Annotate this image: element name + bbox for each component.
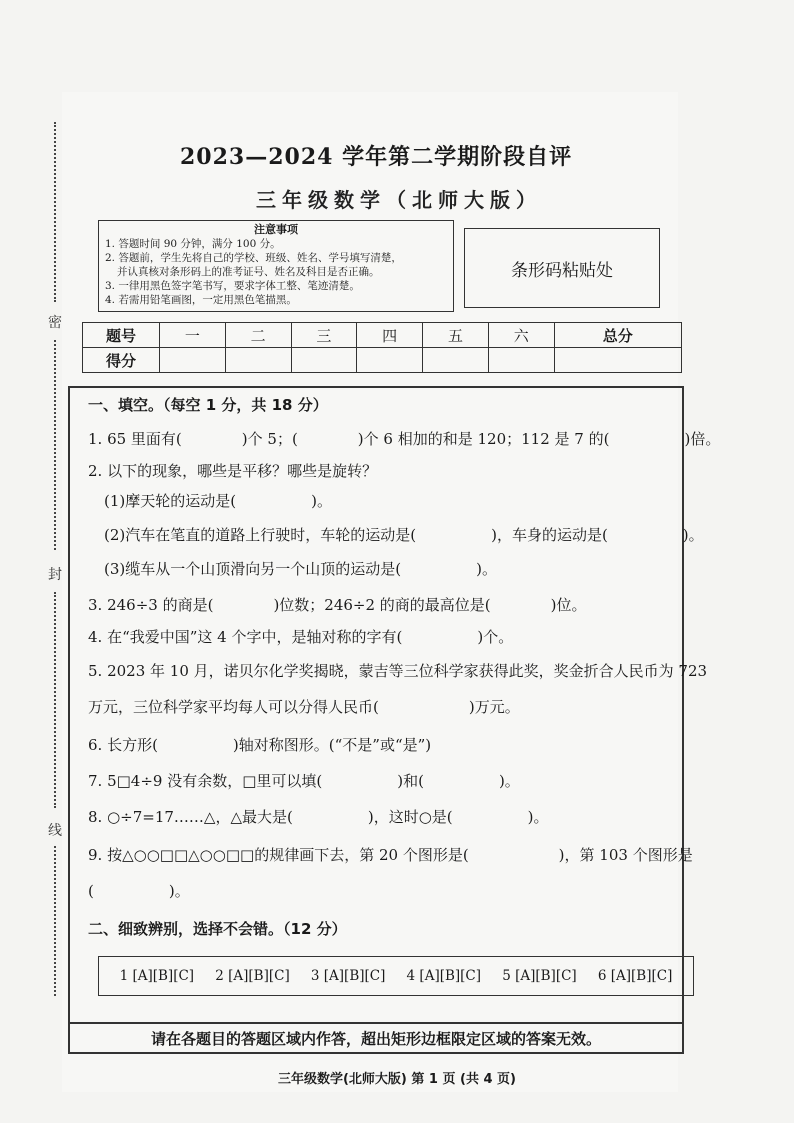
notice-item: 2. 答题前，学生先将自己的学校、班级、姓名、学号填写清楚，	[105, 252, 402, 264]
choice-answer-sheet	[98, 956, 694, 996]
question-6[interactable]: 6. 长方形( )轴对称图形。(“不是”或“是”)	[88, 736, 432, 754]
score-cell: 五	[423, 323, 489, 348]
score-table	[82, 322, 682, 373]
score-input-cell[interactable]	[554, 348, 681, 373]
question-5-line-1: 5. 2023 年 10 月，诺贝尔化学奖揭晓，蒙吉等三位科学家获得此奖，奖金折合人民币为 723	[88, 662, 708, 680]
notice-item: 并认真核对条形码上的准考证号、姓名及科目是否正确。	[117, 266, 380, 278]
score-cell: 三	[291, 323, 357, 348]
score-input-cell[interactable]	[423, 348, 489, 373]
side-mark-seal: 密	[48, 315, 62, 331]
score-cell: 二	[225, 323, 291, 348]
question-1[interactable]: 1. 65 里面有( )个 5；( )个 6 相加的和是 120；112 是 7 的( )倍。	[88, 430, 721, 448]
notice-item: 3. 一律用黑色签字笔书写，要求字体工整、笔迹清楚。	[105, 280, 360, 292]
answer-area-warning: 请在各题目的答题区域内作答，超出矩形边框限定区域的答案无效。	[68, 1024, 684, 1054]
choice-answer-2[interactable]: 2 [A][B][C]	[215, 968, 290, 984]
score-cell: 六	[488, 323, 554, 348]
score-table-header-row	[83, 323, 682, 348]
page-footer: 三年级数学(北师大版) 第 1 页 (共 4 页)	[277, 1072, 516, 1087]
notice-item: 1. 答题时间 90 分钟，满分 100 分。	[105, 238, 281, 250]
score-input-cell[interactable]	[488, 348, 554, 373]
score-cell: 总分	[554, 323, 681, 348]
score-cell: 一	[160, 323, 226, 348]
score-cell: 题号	[83, 323, 160, 348]
question-5-line-2[interactable]: 万元，三位科学家平均每人可以分得人民币( )万元。	[88, 698, 520, 716]
notice-title: 注意事项	[254, 223, 298, 236]
binding-dotted-line	[54, 122, 56, 302]
exam-subtitle: 三年级数学（北师大版）	[256, 188, 542, 212]
score-input-cell[interactable]	[357, 348, 423, 373]
score-input-cell[interactable]	[160, 348, 226, 373]
exam-title: 2023—2024 学年第二学期阶段自评	[180, 144, 573, 170]
section-2-heading: 二、细致辨别，选择不会错。（12 分）	[88, 920, 347, 938]
question-7[interactable]: 7. 5□4÷9 没有余数，□里可以填( )和( )。	[88, 772, 520, 790]
section-1-heading: 一、填空。（每空 1 分，共 18 分）	[88, 396, 328, 414]
choice-answer-3[interactable]: 3 [A][B][C]	[310, 968, 386, 984]
notice-item: 4. 若需用铅笔画图，一定用黑色笔描黑。	[105, 294, 297, 306]
question-8[interactable]: 8. ○÷7=17……△，△最大是( )，这时○是( )。	[88, 808, 549, 826]
side-mark-envelope: 封	[48, 567, 62, 583]
choice-answer-5[interactable]: 5 [A][B][C]	[502, 968, 577, 984]
question-9-line-1[interactable]: 9. 按△○○□□△○○□□的规律画下去，第 20 个图形是( )，第 103 个图形是	[88, 846, 693, 864]
choice-answer-6[interactable]: 6 [A][B][C]	[597, 968, 673, 984]
question-9-line-2[interactable]: ( )。	[88, 882, 190, 900]
binding-dotted-line	[54, 340, 56, 550]
barcode-area: 条形码粘贴处	[464, 228, 660, 308]
score-cell: 四	[357, 323, 423, 348]
score-cell: 得分	[83, 348, 160, 373]
side-mark-line: 线	[48, 823, 62, 839]
question-2-2[interactable]: (2)汽车在笔直的道路上行驶时，车轮的运动是( )，车身的运动是( )。	[104, 526, 704, 544]
question-2-1[interactable]: (1)摩天轮的运动是( )。	[104, 492, 332, 510]
question-3[interactable]: 3. 246÷3 的商是( )位数；246÷2 的商的最高位是( )位。	[88, 596, 587, 614]
question-4[interactable]: 4. 在“我爱中国”这 4 个字中，是轴对称的字有( )个。	[88, 628, 514, 646]
binding-dotted-line	[54, 846, 56, 996]
question-2: 2. 以下的现象，哪些是平移？哪些是旋转？	[88, 462, 378, 480]
question-2-3[interactable]: (3)缆车从一个山顶滑向另一个山顶的运动是( )。	[104, 560, 497, 578]
binding-dotted-line	[54, 592, 56, 808]
score-table-score-row	[83, 348, 682, 373]
notice-box	[98, 220, 454, 312]
score-input-cell[interactable]	[225, 348, 291, 373]
choice-answer-4[interactable]: 4 [A][B][C]	[406, 968, 482, 984]
score-input-cell[interactable]	[291, 348, 357, 373]
choice-answer-1[interactable]: 1 [A][B][C]	[119, 968, 195, 984]
